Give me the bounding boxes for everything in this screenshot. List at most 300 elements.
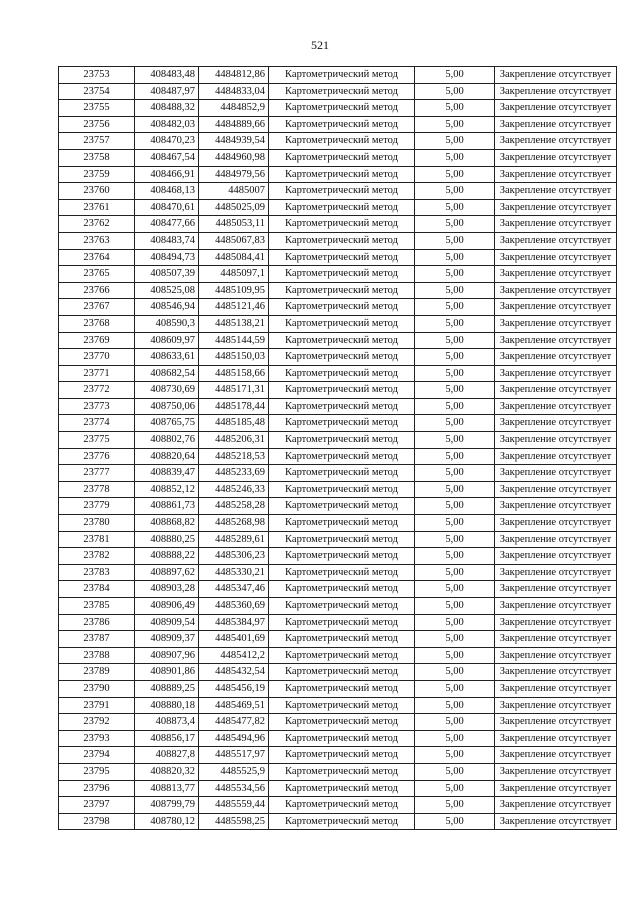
table-row: [59, 432, 617, 449]
x-coordinate-cell: 408507,39: [135, 266, 199, 283]
table-row: [59, 498, 617, 515]
method-cell: Картометрический метод: [269, 365, 415, 382]
method-cell: Картометрический метод: [269, 133, 415, 150]
accuracy-cell: 5,00: [415, 465, 495, 482]
point-number-cell: 23755: [59, 100, 135, 117]
method-cell: Картометрический метод: [269, 465, 415, 482]
x-coordinate-cell: 408483,74: [135, 232, 199, 249]
fixation-cell: Закрепление отсутствует: [495, 216, 617, 233]
x-coordinate-cell: 408839,47: [135, 465, 199, 482]
method-cell: Картометрический метод: [269, 382, 415, 399]
fixation-cell: Закрепление отсутствует: [495, 266, 617, 283]
y-coordinate-cell: 4485525,9: [199, 763, 269, 780]
accuracy-cell: 5,00: [415, 116, 495, 133]
point-number-cell: 23792: [59, 714, 135, 731]
method-cell: Картометрический метод: [269, 282, 415, 299]
fixation-cell: Закрепление отсутствует: [495, 813, 617, 830]
y-coordinate-cell: 4485258,28: [199, 498, 269, 515]
table-row: [59, 564, 617, 581]
fixation-cell: Закрепление отсутствует: [495, 697, 617, 714]
point-number-cell: 23776: [59, 448, 135, 465]
point-number-cell: 23782: [59, 548, 135, 565]
accuracy-cell: 5,00: [415, 631, 495, 648]
point-number-cell: 23769: [59, 332, 135, 349]
accuracy-cell: 5,00: [415, 216, 495, 233]
y-coordinate-cell: 4485246,33: [199, 481, 269, 498]
point-number-cell: 23779: [59, 498, 135, 515]
method-cell: Картометрический метод: [269, 349, 415, 366]
x-coordinate-cell: 408750,06: [135, 398, 199, 415]
table-row: [59, 67, 617, 84]
fixation-cell: Закрепление отсутствует: [495, 598, 617, 615]
fixation-cell: Закрепление отсутствует: [495, 664, 617, 681]
y-coordinate-cell: 4485158,66: [199, 365, 269, 382]
y-coordinate-cell: 4485432,54: [199, 664, 269, 681]
table-row: [59, 83, 617, 100]
point-number-cell: 23780: [59, 515, 135, 532]
y-coordinate-cell: 4485233,69: [199, 465, 269, 482]
y-coordinate-cell: 4485007: [199, 183, 269, 200]
coordinates-table-body: [59, 67, 617, 830]
point-number-cell: 23775: [59, 432, 135, 449]
y-coordinate-cell: 4484889,66: [199, 116, 269, 133]
accuracy-cell: 5,00: [415, 183, 495, 200]
point-number-cell: 23766: [59, 282, 135, 299]
fixation-cell: Закрепление отсутствует: [495, 531, 617, 548]
point-number-cell: 23774: [59, 415, 135, 432]
point-number-cell: 23754: [59, 83, 135, 100]
accuracy-cell: 5,00: [415, 266, 495, 283]
fixation-cell: Закрепление отсутствует: [495, 116, 617, 133]
method-cell: Картометрический метод: [269, 249, 415, 266]
x-coordinate-cell: 408765,75: [135, 415, 199, 432]
table-row: [59, 266, 617, 283]
method-cell: Картометрический метод: [269, 498, 415, 515]
y-coordinate-cell: 4485171,31: [199, 382, 269, 399]
fixation-cell: Закрепление отсутствует: [495, 232, 617, 249]
table-row: [59, 349, 617, 366]
x-coordinate-cell: 408856,17: [135, 730, 199, 747]
y-coordinate-cell: 4485097,1: [199, 266, 269, 283]
accuracy-cell: 5,00: [415, 531, 495, 548]
accuracy-cell: 5,00: [415, 299, 495, 316]
x-coordinate-cell: 408901,86: [135, 664, 199, 681]
table-row: [59, 763, 617, 780]
fixation-cell: Закрепление отсутствует: [495, 465, 617, 482]
method-cell: Картометрический метод: [269, 813, 415, 830]
point-number-cell: 23791: [59, 697, 135, 714]
point-number-cell: 23756: [59, 116, 135, 133]
point-number-cell: 23786: [59, 614, 135, 631]
fixation-cell: Закрепление отсутствует: [495, 730, 617, 747]
fixation-cell: Закрепление отсутствует: [495, 498, 617, 515]
fixation-cell: Закрепление отсутствует: [495, 448, 617, 465]
accuracy-cell: 5,00: [415, 382, 495, 399]
accuracy-cell: 5,00: [415, 714, 495, 731]
method-cell: Картометрический метод: [269, 598, 415, 615]
point-number-cell: 23764: [59, 249, 135, 266]
fixation-cell: Закрепление отсутствует: [495, 149, 617, 166]
table-row: [59, 100, 617, 117]
method-cell: Картометрический метод: [269, 747, 415, 764]
x-coordinate-cell: 408488,32: [135, 100, 199, 117]
x-coordinate-cell: 408466,91: [135, 166, 199, 183]
accuracy-cell: 5,00: [415, 415, 495, 432]
y-coordinate-cell: 4485401,69: [199, 631, 269, 648]
x-coordinate-cell: 408873,4: [135, 714, 199, 731]
accuracy-cell: 5,00: [415, 232, 495, 249]
y-coordinate-cell: 4485494,96: [199, 730, 269, 747]
table-row: [59, 398, 617, 415]
fixation-cell: Закрепление отсутствует: [495, 548, 617, 565]
accuracy-cell: 5,00: [415, 647, 495, 664]
point-number-cell: 23797: [59, 797, 135, 814]
method-cell: Картометрический метод: [269, 116, 415, 133]
table-row: [59, 531, 617, 548]
method-cell: Картометрический метод: [269, 647, 415, 664]
fixation-cell: Закрепление отсутствует: [495, 564, 617, 581]
table-row: [59, 216, 617, 233]
y-coordinate-cell: 4485456,19: [199, 680, 269, 697]
accuracy-cell: 5,00: [415, 813, 495, 830]
table-row: [59, 780, 617, 797]
point-number-cell: 23795: [59, 763, 135, 780]
fixation-cell: Закрепление отсутствует: [495, 133, 617, 150]
y-coordinate-cell: 4485144,59: [199, 332, 269, 349]
accuracy-cell: 5,00: [415, 680, 495, 697]
x-coordinate-cell: 408799,79: [135, 797, 199, 814]
fixation-cell: Закрепление отсутствует: [495, 581, 617, 598]
method-cell: Картометрический метод: [269, 564, 415, 581]
x-coordinate-cell: 408868,82: [135, 515, 199, 532]
accuracy-cell: 5,00: [415, 564, 495, 581]
y-coordinate-cell: 4485206,31: [199, 432, 269, 449]
y-coordinate-cell: 4485598,25: [199, 813, 269, 830]
x-coordinate-cell: 408494,73: [135, 249, 199, 266]
y-coordinate-cell: 4485306,23: [199, 548, 269, 565]
method-cell: Картометрический метод: [269, 680, 415, 697]
y-coordinate-cell: 4485268,98: [199, 515, 269, 532]
table-row: [59, 598, 617, 615]
method-cell: Картометрический метод: [269, 481, 415, 498]
accuracy-cell: 5,00: [415, 166, 495, 183]
x-coordinate-cell: 408483,48: [135, 67, 199, 84]
table-row: [59, 183, 617, 200]
y-coordinate-cell: 4485121,46: [199, 299, 269, 316]
table-row: [59, 299, 617, 316]
table-row: [59, 730, 617, 747]
y-coordinate-cell: 4485330,21: [199, 564, 269, 581]
y-coordinate-cell: 4485347,46: [199, 581, 269, 598]
point-number-cell: 23759: [59, 166, 135, 183]
accuracy-cell: 5,00: [415, 498, 495, 515]
y-coordinate-cell: 4485178,44: [199, 398, 269, 415]
method-cell: Картометрический метод: [269, 166, 415, 183]
fixation-cell: Закрепление отсутствует: [495, 349, 617, 366]
accuracy-cell: 5,00: [415, 249, 495, 266]
x-coordinate-cell: 408861,73: [135, 498, 199, 515]
x-coordinate-cell: 408470,23: [135, 133, 199, 150]
accuracy-cell: 5,00: [415, 515, 495, 532]
table-row: [59, 199, 617, 216]
method-cell: Картометрический метод: [269, 100, 415, 117]
fixation-cell: Закрепление отсутствует: [495, 714, 617, 731]
point-number-cell: 23767: [59, 299, 135, 316]
method-cell: Картометрический метод: [269, 697, 415, 714]
fixation-cell: Закрепление отсутствует: [495, 365, 617, 382]
x-coordinate-cell: 408609,97: [135, 332, 199, 349]
accuracy-cell: 5,00: [415, 581, 495, 598]
table-row: [59, 515, 617, 532]
fixation-cell: Закрепление отсутствует: [495, 797, 617, 814]
accuracy-cell: 5,00: [415, 332, 495, 349]
table-row: [59, 465, 617, 482]
table-row: [59, 249, 617, 266]
accuracy-cell: 5,00: [415, 349, 495, 366]
y-coordinate-cell: 4484960,98: [199, 149, 269, 166]
point-number-cell: 23785: [59, 598, 135, 615]
fixation-cell: Закрепление отсутствует: [495, 432, 617, 449]
x-coordinate-cell: 408889,25: [135, 680, 199, 697]
table-row: [59, 714, 617, 731]
method-cell: Картометрический метод: [269, 83, 415, 100]
y-coordinate-cell: 4485469,51: [199, 697, 269, 714]
method-cell: Картометрический метод: [269, 415, 415, 432]
x-coordinate-cell: 408477,66: [135, 216, 199, 233]
fixation-cell: Закрепление отсутствует: [495, 515, 617, 532]
method-cell: Картометрический метод: [269, 797, 415, 814]
point-number-cell: 23783: [59, 564, 135, 581]
fixation-cell: Закрепление отсутствует: [495, 249, 617, 266]
y-coordinate-cell: 4485053,11: [199, 216, 269, 233]
accuracy-cell: 5,00: [415, 83, 495, 100]
point-number-cell: 23777: [59, 465, 135, 482]
point-number-cell: 23796: [59, 780, 135, 797]
y-coordinate-cell: 4484812,86: [199, 67, 269, 84]
y-coordinate-cell: 4484833,04: [199, 83, 269, 100]
point-number-cell: 23765: [59, 266, 135, 283]
accuracy-cell: 5,00: [415, 481, 495, 498]
x-coordinate-cell: 408907,96: [135, 647, 199, 664]
accuracy-cell: 5,00: [415, 315, 495, 332]
point-number-cell: 23763: [59, 232, 135, 249]
accuracy-cell: 5,00: [415, 664, 495, 681]
method-cell: Картометрический метод: [269, 67, 415, 84]
fixation-cell: Закрепление отсутствует: [495, 67, 617, 84]
table-row: [59, 664, 617, 681]
fixation-cell: Закрепление отсутствует: [495, 398, 617, 415]
x-coordinate-cell: 408525,08: [135, 282, 199, 299]
y-coordinate-cell: 4485289,61: [199, 531, 269, 548]
method-cell: Картометрический метод: [269, 730, 415, 747]
fixation-cell: Закрепление отсутствует: [495, 282, 617, 299]
point-number-cell: 23772: [59, 382, 135, 399]
fixation-cell: Закрепление отсутствует: [495, 415, 617, 432]
page-number: 521: [311, 38, 329, 52]
accuracy-cell: 5,00: [415, 697, 495, 714]
x-coordinate-cell: 408546,94: [135, 299, 199, 316]
y-coordinate-cell: 4485150,03: [199, 349, 269, 366]
method-cell: Картометрический метод: [269, 149, 415, 166]
table-row: [59, 747, 617, 764]
method-cell: Картометрический метод: [269, 199, 415, 216]
x-coordinate-cell: 408820,64: [135, 448, 199, 465]
table-row: [59, 149, 617, 166]
method-cell: Картометрический метод: [269, 763, 415, 780]
table-row: [59, 548, 617, 565]
x-coordinate-cell: 408897,62: [135, 564, 199, 581]
fixation-cell: Закрепление отсутствует: [495, 763, 617, 780]
point-number-cell: 23784: [59, 581, 135, 598]
point-number-cell: 23794: [59, 747, 135, 764]
y-coordinate-cell: 4484939,54: [199, 133, 269, 150]
fixation-cell: Закрепление отсутствует: [495, 83, 617, 100]
accuracy-cell: 5,00: [415, 614, 495, 631]
table-row: [59, 232, 617, 249]
point-number-cell: 23758: [59, 149, 135, 166]
method-cell: Картометрический метод: [269, 299, 415, 316]
accuracy-cell: 5,00: [415, 780, 495, 797]
x-coordinate-cell: 408909,37: [135, 631, 199, 648]
x-coordinate-cell: 408888,22: [135, 548, 199, 565]
table-row: [59, 647, 617, 664]
table-row: [59, 614, 617, 631]
x-coordinate-cell: 408780,12: [135, 813, 199, 830]
table-row: [59, 382, 617, 399]
x-coordinate-cell: 408482,03: [135, 116, 199, 133]
method-cell: Картометрический метод: [269, 548, 415, 565]
point-number-cell: 23757: [59, 133, 135, 150]
method-cell: Картометрический метод: [269, 631, 415, 648]
x-coordinate-cell: 408633,61: [135, 349, 199, 366]
point-number-cell: 23761: [59, 199, 135, 216]
coordinates-table: [58, 66, 617, 830]
method-cell: Картометрический метод: [269, 664, 415, 681]
point-number-cell: 23760: [59, 183, 135, 200]
y-coordinate-cell: 4485025,09: [199, 199, 269, 216]
method-cell: Картометрический метод: [269, 183, 415, 200]
table-row: [59, 448, 617, 465]
x-coordinate-cell: 408909,54: [135, 614, 199, 631]
point-number-cell: 23773: [59, 398, 135, 415]
fixation-cell: Закрепление отсутствует: [495, 631, 617, 648]
method-cell: Картометрический метод: [269, 448, 415, 465]
y-coordinate-cell: 4485138,21: [199, 315, 269, 332]
method-cell: Картометрический метод: [269, 780, 415, 797]
method-cell: Картометрический метод: [269, 332, 415, 349]
method-cell: Картометрический метод: [269, 531, 415, 548]
x-coordinate-cell: 408682,54: [135, 365, 199, 382]
y-coordinate-cell: 4485185,48: [199, 415, 269, 432]
fixation-cell: Закрепление отсутствует: [495, 680, 617, 697]
x-coordinate-cell: 408880,25: [135, 531, 199, 548]
table-row: [59, 581, 617, 598]
method-cell: Картометрический метод: [269, 515, 415, 532]
x-coordinate-cell: 408470,61: [135, 199, 199, 216]
accuracy-cell: 5,00: [415, 797, 495, 814]
accuracy-cell: 5,00: [415, 100, 495, 117]
accuracy-cell: 5,00: [415, 199, 495, 216]
fixation-cell: Закрепление отсутствует: [495, 780, 617, 797]
fixation-cell: Закрепление отсутствует: [495, 100, 617, 117]
y-coordinate-cell: 4485412,2: [199, 647, 269, 664]
accuracy-cell: 5,00: [415, 398, 495, 415]
y-coordinate-cell: 4485534,56: [199, 780, 269, 797]
point-number-cell: 23781: [59, 531, 135, 548]
x-coordinate-cell: 408903,28: [135, 581, 199, 598]
method-cell: Картометрический метод: [269, 714, 415, 731]
accuracy-cell: 5,00: [415, 282, 495, 299]
y-coordinate-cell: 4485109,95: [199, 282, 269, 299]
accuracy-cell: 5,00: [415, 598, 495, 615]
fixation-cell: Закрепление отсутствует: [495, 747, 617, 764]
table-row: [59, 116, 617, 133]
table-row: [59, 133, 617, 150]
table-row: [59, 415, 617, 432]
table-row: [59, 481, 617, 498]
point-number-cell: 23793: [59, 730, 135, 747]
y-coordinate-cell: 4485517,97: [199, 747, 269, 764]
accuracy-cell: 5,00: [415, 448, 495, 465]
x-coordinate-cell: 408880,18: [135, 697, 199, 714]
y-coordinate-cell: 4485477,82: [199, 714, 269, 731]
point-number-cell: 23753: [59, 67, 135, 84]
y-coordinate-cell: 4484852,9: [199, 100, 269, 117]
fixation-cell: Закрепление отсутствует: [495, 199, 617, 216]
accuracy-cell: 5,00: [415, 133, 495, 150]
accuracy-cell: 5,00: [415, 365, 495, 382]
method-cell: Картометрический метод: [269, 266, 415, 283]
x-coordinate-cell: 408906,49: [135, 598, 199, 615]
x-coordinate-cell: 408813,77: [135, 780, 199, 797]
accuracy-cell: 5,00: [415, 747, 495, 764]
accuracy-cell: 5,00: [415, 548, 495, 565]
fixation-cell: Закрепление отсутствует: [495, 315, 617, 332]
x-coordinate-cell: 408467,54: [135, 149, 199, 166]
point-number-cell: 23771: [59, 365, 135, 382]
table-row: [59, 631, 617, 648]
point-number-cell: 23798: [59, 813, 135, 830]
point-number-cell: 23762: [59, 216, 135, 233]
table-row: [59, 315, 617, 332]
fixation-cell: Закрепление отсутствует: [495, 183, 617, 200]
x-coordinate-cell: 408852,12: [135, 481, 199, 498]
point-number-cell: 23768: [59, 315, 135, 332]
point-number-cell: 23790: [59, 680, 135, 697]
table-row: [59, 365, 617, 382]
method-cell: Картометрический метод: [269, 614, 415, 631]
x-coordinate-cell: 408730,69: [135, 382, 199, 399]
fixation-cell: Закрепление отсутствует: [495, 166, 617, 183]
x-coordinate-cell: 408487,97: [135, 83, 199, 100]
x-coordinate-cell: 408468,13: [135, 183, 199, 200]
method-cell: Картометрический метод: [269, 581, 415, 598]
fixation-cell: Закрепление отсутствует: [495, 299, 617, 316]
table-row: [59, 797, 617, 814]
accuracy-cell: 5,00: [415, 149, 495, 166]
method-cell: Картометрический метод: [269, 216, 415, 233]
method-cell: Картометрический метод: [269, 398, 415, 415]
method-cell: Картометрический метод: [269, 432, 415, 449]
point-number-cell: 23770: [59, 349, 135, 366]
y-coordinate-cell: 4485360,69: [199, 598, 269, 615]
accuracy-cell: 5,00: [415, 730, 495, 747]
x-coordinate-cell: 408827,8: [135, 747, 199, 764]
y-coordinate-cell: 4485067,83: [199, 232, 269, 249]
point-number-cell: 23788: [59, 647, 135, 664]
x-coordinate-cell: 408802,76: [135, 432, 199, 449]
accuracy-cell: 5,00: [415, 432, 495, 449]
